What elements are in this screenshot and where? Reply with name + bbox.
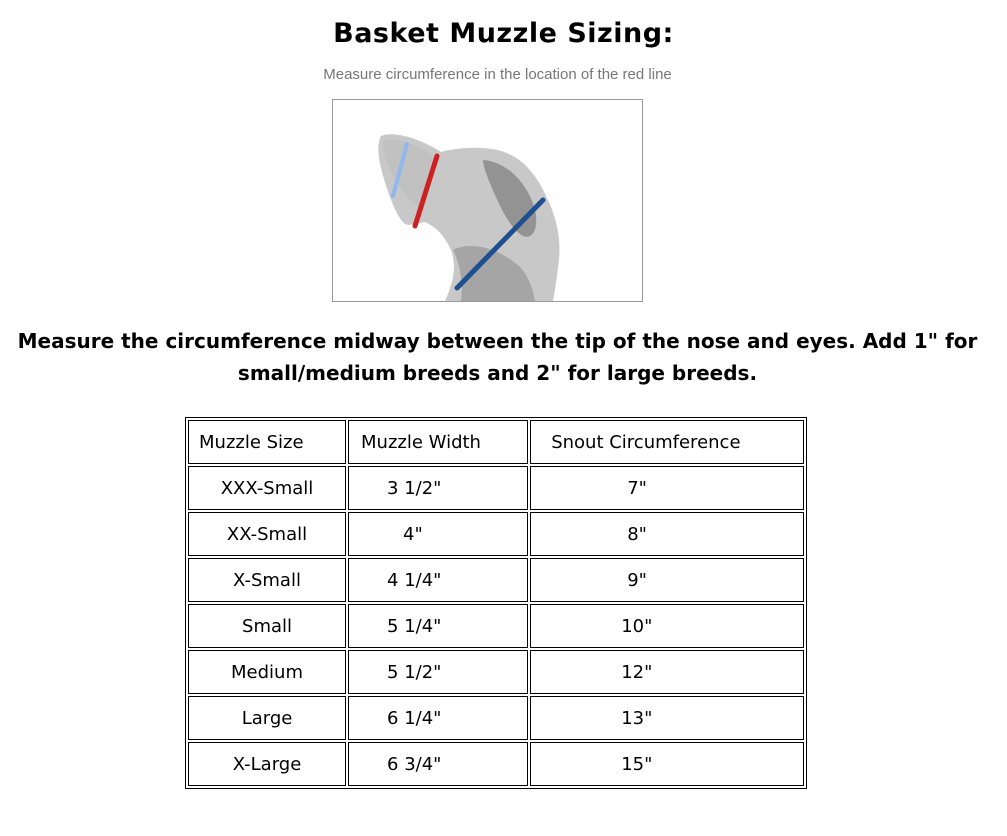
muzzle-size-table xyxy=(185,417,807,789)
muzzle-width-cell: 4" xyxy=(348,512,528,556)
snout-circumference-cell: 7" xyxy=(530,466,804,510)
table-row xyxy=(188,512,804,556)
muzzle-size-cell: X-Large xyxy=(188,742,346,786)
muzzle-width-cell: 5 1/4" xyxy=(348,604,528,648)
table-row xyxy=(188,650,804,694)
snout-circumference-cell: 9" xyxy=(530,558,804,602)
muzzle-width-cell: 4 1/4" xyxy=(348,558,528,602)
muzzle-size-cell: XX-Small xyxy=(188,512,346,556)
muzzle-width-cell: 3 1/2" xyxy=(348,466,528,510)
snout-circumference-cell: 10" xyxy=(530,604,804,648)
table-row xyxy=(188,466,804,510)
muzzle-size-cell: Small xyxy=(188,604,346,648)
muzzle-size-cell: X-Small xyxy=(188,558,346,602)
header-snout-circumference: Snout Circumference xyxy=(530,420,804,464)
muzzle-size-cell: Large xyxy=(188,696,346,740)
header-muzzle-size: Muzzle Size xyxy=(188,420,346,464)
snout-circumference-cell: 8" xyxy=(530,512,804,556)
dog-measurement-figure xyxy=(332,99,643,302)
muzzle-width-cell: 6 1/4" xyxy=(348,696,528,740)
snout-circumference-cell: 13" xyxy=(530,696,804,740)
snout-circumference-cell: 15" xyxy=(530,742,804,786)
dog-head-measurement-diagram-icon xyxy=(333,100,642,301)
table-row xyxy=(188,742,804,786)
table-row xyxy=(188,696,804,740)
table-header-row xyxy=(188,420,804,464)
snout-circumference-cell: 12" xyxy=(530,650,804,694)
muzzle-width-cell: 5 1/2" xyxy=(348,650,528,694)
measurement-caption: Measure circumference in the location of the red line xyxy=(323,66,672,83)
sizing-instructions: Measure the circumference midway between the tip of the nose and eyes. Add 1" for small/medium breeds and 2" for large breeds. xyxy=(17,329,978,385)
muzzle-width-cell: 6 3/4" xyxy=(348,742,528,786)
header-muzzle-width: Muzzle Width xyxy=(348,420,528,464)
page-title: Basket Muzzle Sizing: xyxy=(333,18,674,49)
table-row xyxy=(188,558,804,602)
muzzle-size-cell: XXX-Small xyxy=(188,466,346,510)
muzzle-size-cell: Medium xyxy=(188,650,346,694)
table-row xyxy=(188,604,804,648)
